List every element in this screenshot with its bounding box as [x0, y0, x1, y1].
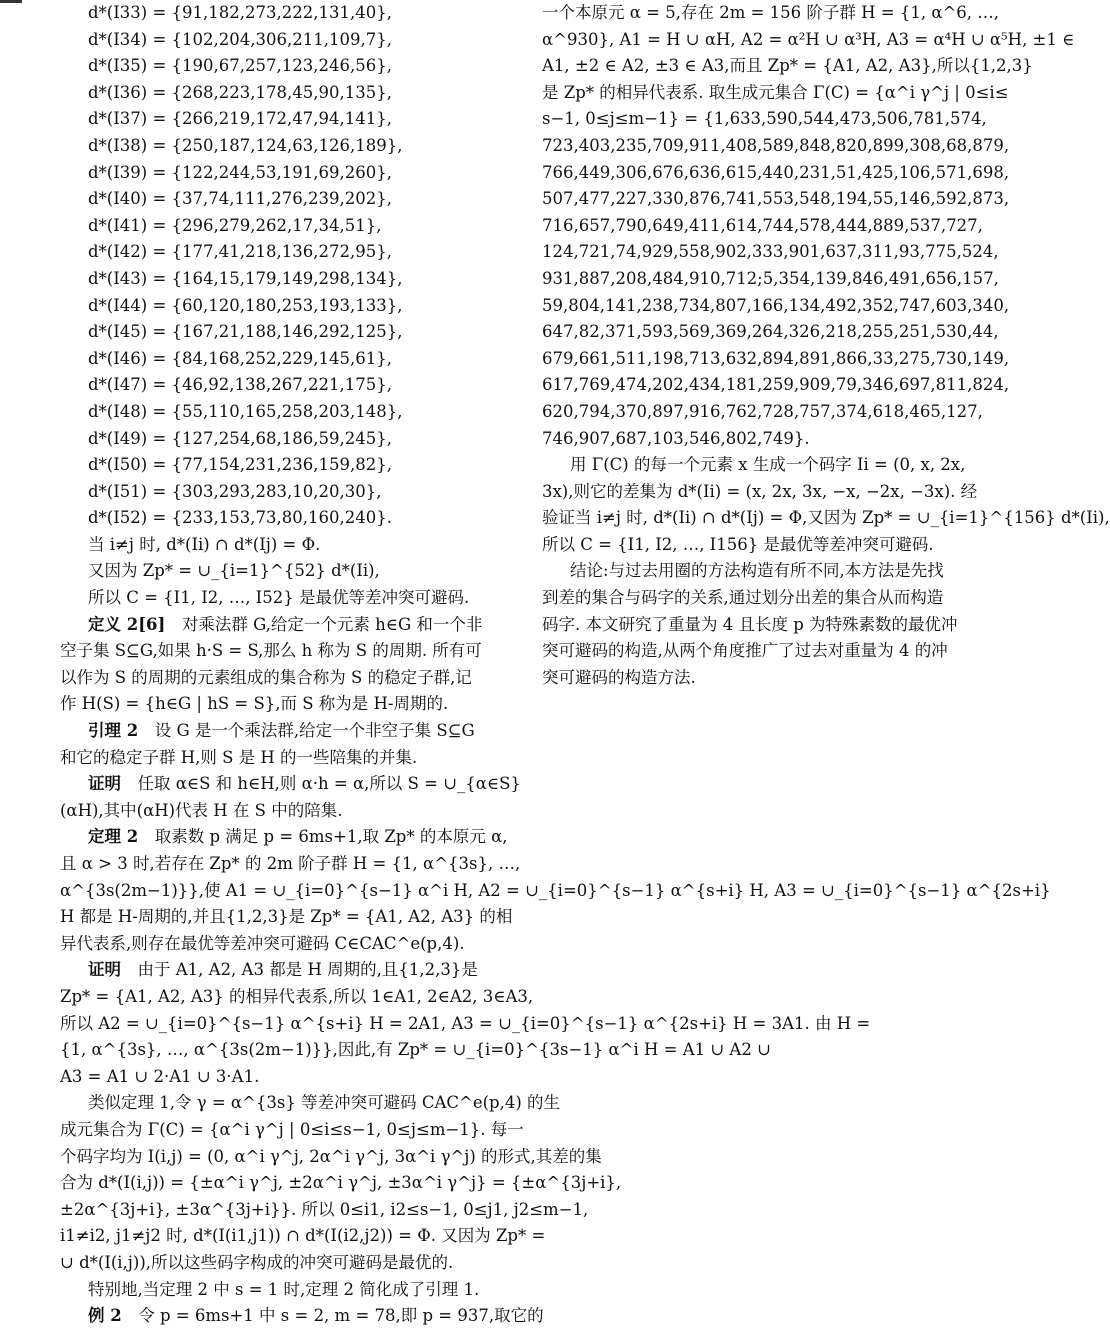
example1-conclusion	[60, 532, 500, 612]
difference-set-line: d*(I45) = {167,21,188,146,292,125},	[88, 322, 403, 342]
number-line: 124,721,74,929,558,902,333,901,637,311,93,775,524,	[542, 242, 999, 262]
text-line: Zp* = {A1, A2, A3} 的相异代表系,所以 1∈A1, 2∈A2, 3∈A3,	[60, 986, 534, 1006]
theorem-2-proof	[60, 957, 871, 1090]
number-line: 507,477,227,330,876,741,553,548,194,55,146,592,873,	[542, 189, 1010, 209]
difference-set-line: d*(I36) = {268,223,178,45,90,135},	[88, 82, 392, 102]
theorem-label: 定理 2	[88, 827, 139, 847]
text-line: {1, α^{3s}, …, α^{3s(2m−1)}},因此,有 Zp* = ∪_{i=0}^{3s−1} α^i H = A1 ∪ A2 ∪	[60, 1040, 771, 1060]
text-line: 3x),则它的差集为 d*(Ii) = (x, 2x, 3x, −x, −2x, −3x). 经	[542, 481, 978, 501]
number-line: 766,449,306,676,636,615,440,231,51,425,106,571,698,	[542, 162, 1010, 182]
proof-label: 证明	[88, 774, 121, 794]
page-corner-mark	[0, 0, 22, 3]
text-line: 又因为 Zp* = ∪_{i=1}^{52} d*(Ii),	[88, 561, 380, 581]
text-span: 设 G 是一个乘法群,给定一个非空子集 S⊆G	[154, 721, 475, 741]
difference-set-line: d*(I41) = {296,279,262,17,34,51},	[88, 215, 382, 235]
definition-2	[60, 612, 500, 718]
text-span: 取素数 p 满足 p = 6ms+1,取 Zp* 的本原元 α,	[154, 827, 508, 847]
difference-set-line: d*(I52) = {233,153,73,80,160,240}.	[88, 508, 392, 528]
text-line: 验证当 i≠j 时, d*(Ii) ∩ d*(Ij) = Φ,又因为 Zp* = ∪_{i=1}^{156} d*(Ii),	[542, 508, 1110, 528]
difference-set-line: d*(I50) = {77,154,231,236,159,82},	[88, 455, 392, 475]
text-line	[60, 957, 500, 984]
text-line	[60, 771, 521, 798]
difference-set-line: d*(I38) = {250,187,124,63,126,189},	[88, 135, 403, 155]
example-2-start	[60, 1303, 544, 1330]
proof-label: 证明	[88, 960, 121, 980]
difference-set-line: d*(I44) = {60,120,180,253,193,133},	[88, 295, 403, 315]
number-line: 679,661,511,198,713,632,894,891,866,33,275,730,149,	[542, 348, 1010, 368]
text-line: 所以 C = {I1, I2, …, I52} 是最优等差冲突可避码.	[88, 588, 470, 608]
text-line: 类似定理 1,令 γ = α^{3s} 等差冲突可避码 CAC^e(p,4) 的生	[88, 1093, 561, 1113]
text-line: 合为 d*(I(i,j)) = {±α^i γ^j, ±2α^i γ^j, ±3α^i γ^j} = {±α^{3j+i},	[60, 1173, 622, 1193]
text-line: 是 Zp* 的相异代表系. 取生成元集合 Γ(C) = {α^i γ^j | 0≤i≤	[542, 82, 1009, 102]
special-case-paragraph: 特别地,当定理 2 中 s = 1 时,定理 2 简化成了引理 1.	[88, 1279, 480, 1299]
text-span: 任取 α∈S 和 h∈H,则 α·h = α,所以 S = ∪_{α∈S}	[137, 774, 521, 794]
text-line: α^930}, A1 = H ∪ αH, A2 = α²H ∪ α³H, A3 = α⁴H ∪ α⁵H, ±1 ∈	[542, 29, 1075, 49]
text-line: 异代表系,则存在最优等差冲突可避码 C∈CAC^e(p,4).	[60, 933, 465, 953]
text-line: s−1, 0≤j≤m−1} = {1,633,590,544,473,506,781,574,	[542, 109, 987, 129]
text-line: 且 α > 3 时,若存在 Zp* 的 2m 阶子群 H = {1, α^{3s}, …,	[60, 854, 521, 873]
difference-set-line: d*(I51) = {303,293,283,10,20,30},	[88, 481, 382, 501]
text-line: ±2α^{3j+i}, ±3α^{3j+i}}. 所以 0≤i1, i2≤s−1, 0≤j1, j2≤m−1,	[60, 1199, 589, 1219]
lemma-2	[60, 718, 500, 771]
text-line: 突可避码的构造方法.	[542, 667, 696, 687]
difference-set-line: d*(I33) = {91,182,273,222,131,40},	[88, 3, 392, 22]
number-line: 617,769,474,202,434,181,259,909,79,346,697,811,824,	[542, 375, 1010, 395]
generator-set-numbers	[542, 133, 1010, 452]
number-line: 59,804,141,238,734,807,166,134,492,352,747,603,340,	[542, 295, 1010, 315]
text-line	[60, 612, 500, 639]
text-line: 用 Γ(C) 的每一个元素 x 生成一个码字 Ii = (0, x, 2x,	[570, 455, 966, 475]
text-line: 突可避码的构造,从两个角度推广了过去对重量为 4 的冲	[542, 641, 948, 661]
text-line: H 都是 H-周期的,并且{1,2,3}是 Zp* = {A1, A2, A3} 的相	[60, 907, 513, 927]
difference-set-line: d*(I49) = {127,254,68,186,59,245},	[88, 428, 392, 448]
difference-sets-list	[60, 0, 500, 532]
number-line: 723,403,235,709,911,408,589,848,820,899,308,68,879,	[542, 135, 1010, 155]
difference-set-line: d*(I46) = {84,168,252,229,145,61},	[88, 348, 392, 368]
text-line: 码字. 本文研究了重量为 4 且长度 p 为特殊素数的最优冲	[542, 614, 958, 634]
text-span: 对乘法群 G,给定一个元素 h∈G 和一个非	[181, 614, 483, 634]
text-line: 当 i≠j 时, d*(Ii) ∩ d*(Ij) = Φ.	[88, 534, 321, 554]
difference-set-line: d*(I48) = {55,110,165,258,203,148},	[88, 401, 403, 421]
codeword-generation-paragraph	[542, 452, 1110, 558]
lemma-2-proof	[60, 771, 521, 824]
text-line: (αH),其中(αH)代表 H 在 S 中的陪集.	[60, 800, 343, 820]
text-line: A3 = A1 ∪ 2·A1 ∪ 3·A1.	[60, 1066, 260, 1086]
text-line: 到差的集合与码字的关系,通过划分出差的集合从而构造	[542, 588, 944, 608]
difference-set-line: d*(I35) = {190,67,257,123,246,56},	[88, 56, 392, 76]
number-line: 746,907,687,103,546,802,749}.	[542, 428, 810, 448]
difference-set-line: d*(I37) = {266,219,172,47,94,141},	[88, 109, 392, 129]
text-span: 由于 A1, A2, A3 都是 H 周期的,且{1,2,3}是	[137, 960, 478, 980]
example-2-continued	[542, 0, 1075, 133]
text-line: 一个本原元 α = 5,存在 2m = 156 阶子群 H = {1, α^6, …,	[542, 3, 1000, 22]
number-line: 620,794,370,897,916,762,728,757,374,618,465,127,	[542, 401, 983, 421]
number-line: 647,82,371,593,569,369,264,326,218,255,251,530,44,	[542, 322, 999, 342]
text-line	[60, 824, 508, 851]
text-line: i1≠i2, j1≠j2 时, d*(I(i1,j1)) ∩ d*(I(i2,j2)) = Φ. 又因为 Zp* =	[60, 1226, 546, 1246]
difference-set-line: d*(I42) = {177,41,218,136,272,95},	[88, 242, 392, 262]
definition-label: 定义 2[6]	[88, 614, 166, 634]
similar-construction-paragraph	[60, 1090, 622, 1276]
text-line: 所以 A2 = ∪_{i=0}^{s−1} α^{s+i} H = 2A1, A3 = ∪_{i=0}^{s−1} α^{2s+i} H = 3A1. 由 H =	[60, 1013, 871, 1033]
lemma-label: 引理 2	[88, 721, 139, 741]
text-line	[60, 718, 500, 745]
example-label: 例 2	[88, 1306, 122, 1326]
difference-set-line: d*(I47) = {46,92,138,267,221,175},	[88, 375, 392, 395]
text-line: 以作为 S 的周期的元素组成的集合称为 S 的稳定子群,记	[60, 667, 472, 687]
number-line: 716,657,790,649,411,614,744,578,444,889,537,727,	[542, 215, 983, 235]
conclusion-paragraph	[542, 558, 982, 691]
difference-set-line: d*(I43) = {164,15,179,149,298,134},	[88, 268, 403, 288]
right-column	[542, 0, 1110, 691]
text-line: 结论:与过去用圈的方法构造有所不同,本方法是先找	[570, 561, 944, 581]
text-line: 作 H(S) = {h∈G | hS = S},而 S 称为是 H-周期的.	[60, 694, 449, 714]
text-line: ∪ d*(I(i,j)),所以这些码字构成的冲突可避码是最优的.	[60, 1252, 454, 1272]
number-line: 931,887,208,484,910,712;5,354,139,846,491,656,157,	[542, 268, 999, 288]
text-span: 令 p = 6ms+1 中 s = 2, m = 78,即 p = 937,取它的	[138, 1306, 544, 1326]
text-line: α^{3s(2m−1)}},使 A1 = ∪_{i=0}^{s−1} α^i H, A2 = ∪_{i=0}^{s−1} α^{s+i} H, A3 = ∪_{i=0}^{s−1} α^{2s+i}	[60, 880, 1051, 900]
difference-set-line: d*(I39) = {122,244,53,191,69,260},	[88, 162, 392, 182]
difference-set-line: d*(I40) = {37,74,111,276,239,202},	[88, 189, 392, 209]
text-line: 和它的稳定子群 H,则 S 是 H 的一些陪集的并集.	[60, 747, 418, 767]
text-line: 个码字均为 I(i,j) = (0, α^i γ^j, 2α^i γ^j, 3α^i γ^j) 的形式,其差的集	[60, 1146, 602, 1166]
theorem-2	[60, 824, 1051, 957]
difference-set-line: d*(I34) = {102,204,306,211,109,7},	[88, 29, 392, 49]
text-line: 所以 C = {I1, I2, …, I156} 是最优等差冲突可避码.	[542, 534, 934, 554]
text-line: 空子集 S⊆G,如果 h·S = S,那么 h 称为 S 的周期. 所有可	[60, 641, 482, 661]
text-line: 成元集合为 Γ(C) = {α^i γ^j | 0≤i≤s−1, 0≤j≤m−1}. 每一	[60, 1119, 524, 1139]
text-line: A1, ±2 ∈ A2, ±3 ∈ A3,而且 Zp* = {A1, A2, A3},所以{1,2,3}	[542, 56, 1033, 76]
